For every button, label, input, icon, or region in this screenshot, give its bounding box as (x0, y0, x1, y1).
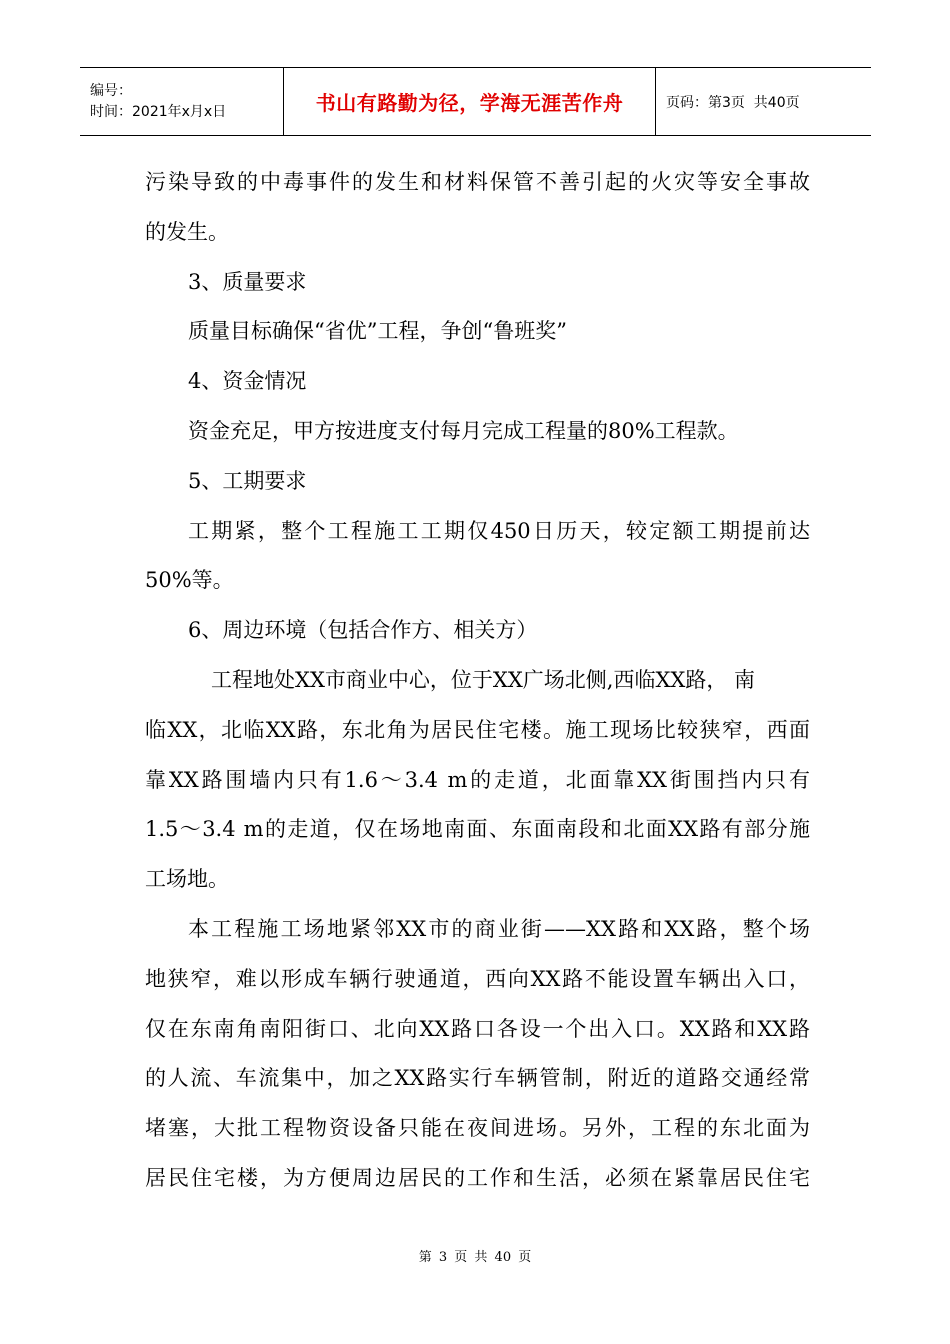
body-line: 靠XX路围墙内只有1.6～3.4 m的走道，北面靠XX街围挡内只有 (145, 767, 810, 792)
body-line: 临XX，北临XX路，东北角为居民住宅楼。施工现场比较狭窄，西面 (145, 717, 810, 742)
section-heading: 3、质量要求 (188, 269, 307, 294)
page-footer (0, 1246, 950, 1265)
body-line: 工场地。 (145, 867, 229, 892)
body-line: 50%等。 (145, 568, 234, 593)
number-label: 编号： (90, 82, 132, 99)
header-left-cell (80, 68, 283, 135)
body-line: 的人流、车流集中，加之XX路实行车辆管制，附近的道路交通经常 (145, 1066, 810, 1091)
body-line: 工程地处XX市商业中心，位于XX广场北侧,西临XX路， 南 (211, 667, 756, 692)
body-line: 堵塞，大批工程物资设备只能在夜间进场。另外，工程的东北面为 (145, 1116, 810, 1141)
page-info: 页码：第3页 共40页 (666, 94, 800, 111)
header-motto-cell (283, 68, 656, 135)
body-line: 的发生。 (145, 219, 229, 244)
body-line: 地狭窄，难以形成车辆行驶通道，西向XX路不能设置车辆出入口， (145, 966, 810, 991)
body-line: 资金充足，甲方按进度支付每月完成工程量的80%工程款。 (188, 418, 739, 443)
body-line: 工期紧，整个工程施工工期仅450日历天，较定额工期提前达 (188, 518, 810, 543)
section-heading: 5、工期要求 (188, 468, 307, 493)
body-line: 1.5～3.4 m的走道，仅在场地南面、东面南段和北面XX路有部分施 (145, 817, 810, 842)
document-body (145, 158, 810, 1204)
body-line: 本工程施工场地紧邻XX市的商业街——XX路和XX路，整个场 (188, 916, 810, 941)
body-line: 污染导致的中毒事件的发生和材料保管不善引起的火灾等安全事故 (145, 170, 810, 194)
body-line: 仅在东南角南阳街口、北向XX路口各设一个出入口。XX路和XX路 (145, 1016, 810, 1041)
footer-page-number: 第 3 页 共 40 页 (418, 1250, 532, 1265)
header-right-cell (656, 68, 871, 135)
body-line: 质量目标确保“省优”工程，争创“鲁班奖” (188, 319, 567, 344)
time-label: 时间：2021年x月x日 (90, 103, 227, 120)
section-heading: 4、资金情况 (188, 369, 307, 394)
motto-text: 书山有路勤为径，学海无涯苦作舟 (315, 91, 624, 115)
header-table (80, 67, 871, 136)
body-line: 居民住宅楼，为方便周边居民的工作和生活，必须在紧靠居民住宅 (145, 1165, 810, 1190)
section-heading: 6、周边环境（包括合作方、相关方） (188, 618, 538, 643)
